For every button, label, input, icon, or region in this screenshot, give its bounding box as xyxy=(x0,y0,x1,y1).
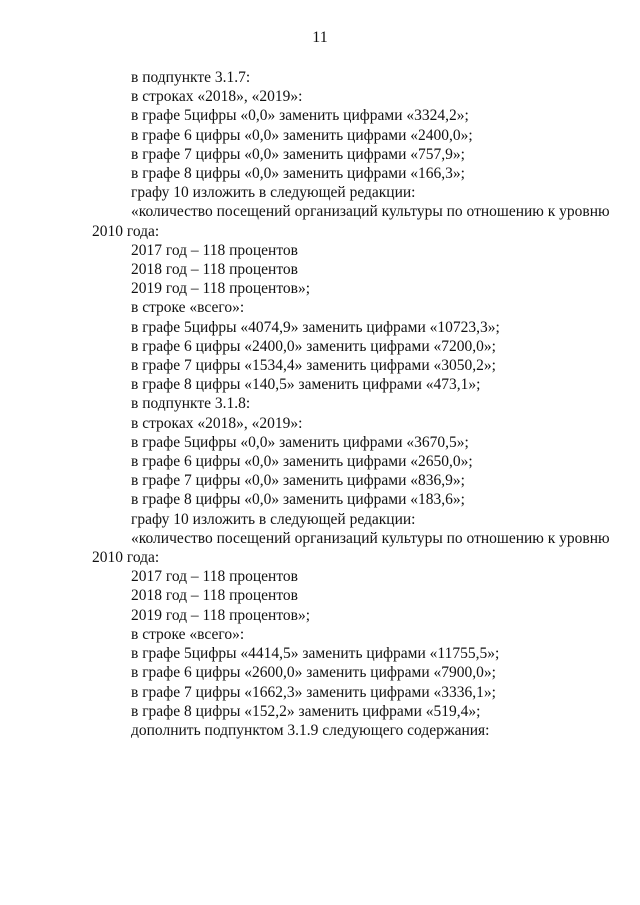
text-line: в графе 7 цифры «0,0» заменить цифрами «757,9»; xyxy=(131,145,465,163)
text-line: графу 10 изложить в следующей редакции: xyxy=(131,184,416,202)
text-line: в графе 7 цифры «1662,3» заменить цифрами «3336,1»; xyxy=(131,683,496,701)
text-line: 2019 год – 118 процентов»; xyxy=(131,280,311,298)
text-line: 2017 год – 118 процентов xyxy=(131,568,298,586)
text-line: в графе 6 цифры «0,0» заменить цифрами «2400,0»; xyxy=(131,126,473,144)
text-line: дополнить подпунктом 3.1.9 следующего содержания: xyxy=(131,721,490,739)
text-line: в графе 7 цифры «1534,4» заменить цифрами «3050,2»; xyxy=(131,357,496,375)
document-body xyxy=(92,68,612,740)
text-line: «количество посещений организаций культуры по отношению к уровню xyxy=(131,203,610,221)
text-line: в графе 8 цифры «0,0» заменить цифрами «183,6»; xyxy=(131,491,465,509)
text-line: графу 10 изложить в следующей редакции: xyxy=(131,510,416,528)
text-line: «количество посещений организаций культуры по отношению к уровню xyxy=(131,529,610,547)
text-line: 2018 год – 118 процентов xyxy=(131,587,298,605)
page-number: 11 xyxy=(312,29,328,46)
text-line: в графе 6 цифры «2600,0» заменить цифрами «7900,0»; xyxy=(131,664,496,682)
text-line: в графе 8 цифры «140,5» заменить цифрами «473,1»; xyxy=(131,376,481,394)
text-line: 2010 года: xyxy=(92,549,160,567)
text-line: в графе 5цифры «4414,5» заменить цифрами «11755,5»; xyxy=(131,645,500,663)
text-line: в строках «2018», «2019»: xyxy=(131,414,303,432)
text-line: в графе 8 цифры «152,2» заменить цифрами «519,4»; xyxy=(131,702,481,720)
text-line: в подпункте 3.1.7: xyxy=(131,69,251,86)
text-line: в графе 6 цифры «0,0» заменить цифрами «2650,0»; xyxy=(131,453,473,471)
text-line: в графе 5цифры «0,0» заменить цифрами «3670,5»; xyxy=(131,433,469,451)
text-line: в строках «2018», «2019»: xyxy=(131,88,303,106)
text-line: в строке «всего»: xyxy=(131,625,245,643)
text-line: в графе 5цифры «0,0» заменить цифрами «3324,2»; xyxy=(131,107,469,125)
text-line: в графе 6 цифры «2400,0» заменить цифрами «7200,0»; xyxy=(131,337,496,355)
text-line: 2017 год – 118 процентов xyxy=(131,241,298,259)
text-line: в графе 8 цифры «0,0» заменить цифрами «166,3»; xyxy=(131,165,465,183)
text-line: 2010 года: xyxy=(92,222,160,240)
text-line: 2019 год – 118 процентов»; xyxy=(131,606,311,624)
text-line: 2018 год – 118 процентов xyxy=(131,261,298,279)
text-line: в строке «всего»: xyxy=(131,299,245,317)
text-line: в графе 7 цифры «0,0» заменить цифрами «836,9»; xyxy=(131,472,465,490)
text-line: в графе 5цифры «4074,9» заменить цифрами «10723,3»; xyxy=(131,318,500,336)
text-line: в подпункте 3.1.8: xyxy=(131,395,251,413)
